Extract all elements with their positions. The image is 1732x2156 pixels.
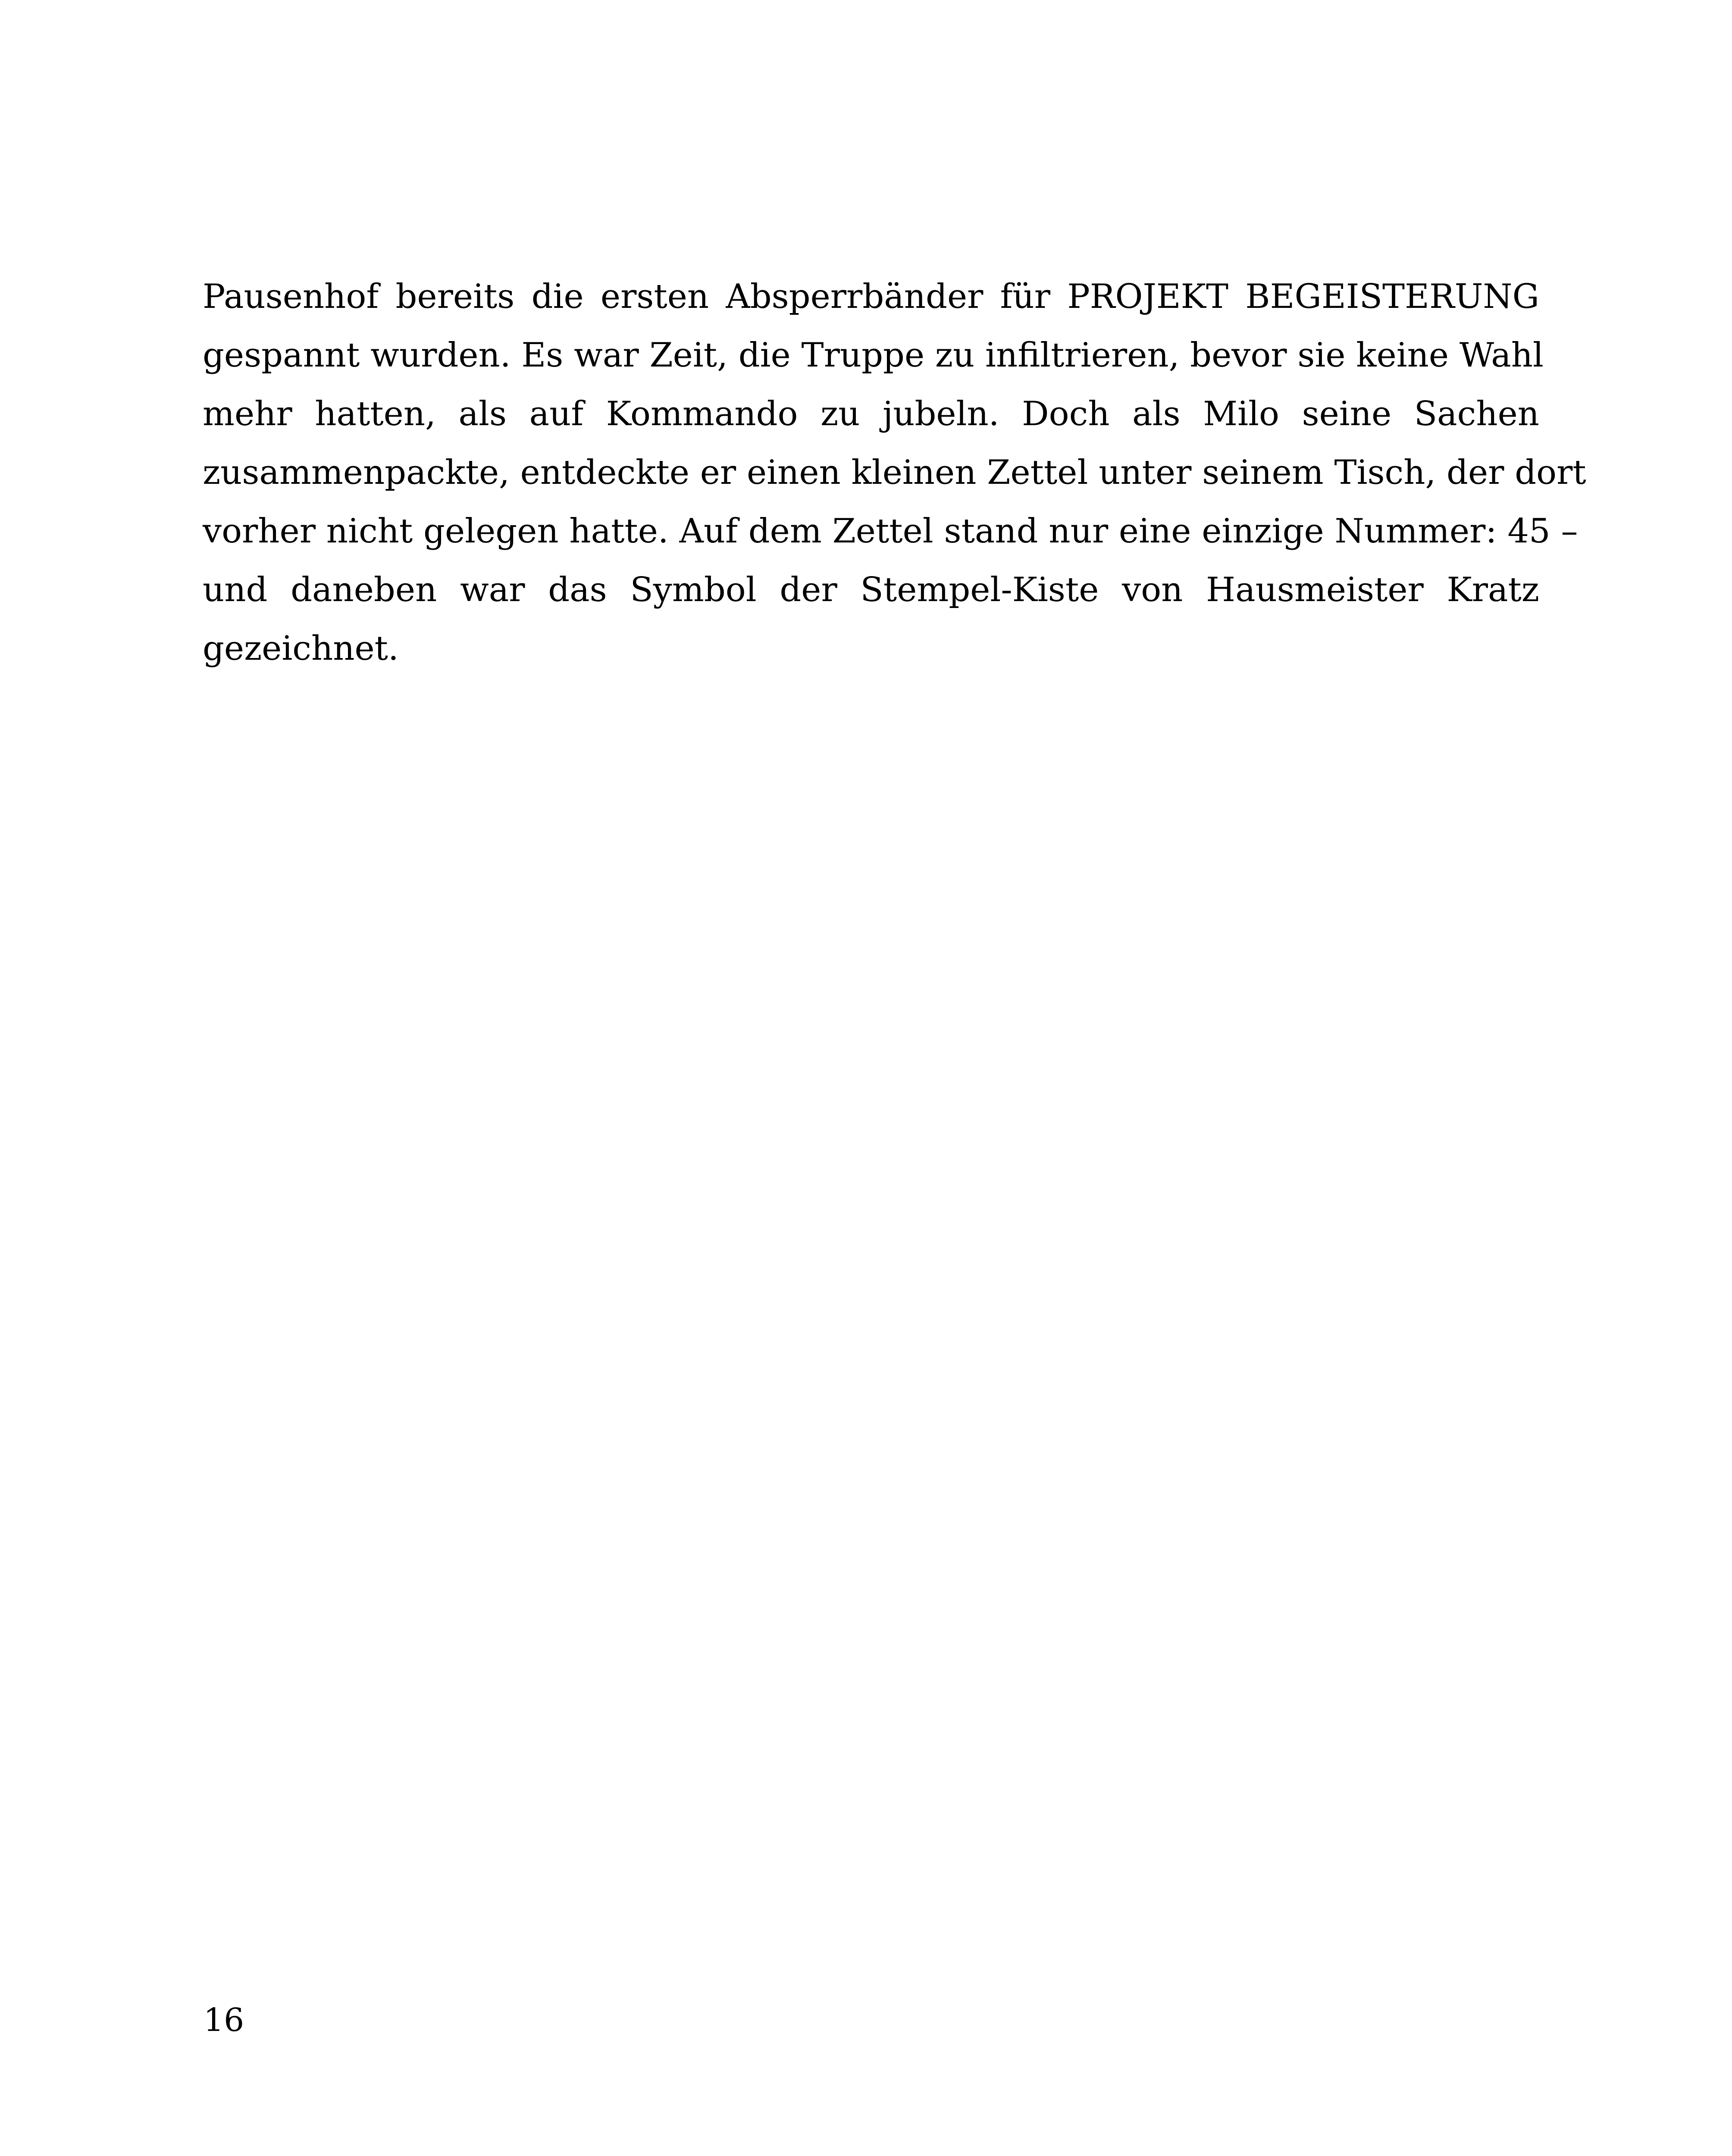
paragraph-line: mehr hatten, als auf Kommando zu jubeln. Doch als Milo seine Sachen <box>203 395 1539 433</box>
paragraph-line: zusammenpackte, entdeckte er einen kleinen Zettel unter seinem Tisch, der dort <box>203 453 1586 492</box>
paragraph-line: und daneben war das Symbol der Stempel-Kiste von Hausmeister Kratz <box>203 570 1539 609</box>
paragraph-line: Pausenhof bereits die ersten Absperrbänder für PROJEKT BEGEISTERUNG <box>203 277 1539 316</box>
body-paragraph <box>203 267 1586 678</box>
paragraph-line: gespannt wurden. Es war Zeit, die Truppe zu infiltrieren, bevor sie keine Wahl <box>203 336 1544 375</box>
paragraph-line: gezeichnet. <box>203 629 399 668</box>
page-number: 16 <box>204 2002 244 2039</box>
paragraph-line: vorher nicht gelegen hatte. Auf dem Zettel stand nur eine einzige Nummer: 45 – <box>203 512 1578 551</box>
